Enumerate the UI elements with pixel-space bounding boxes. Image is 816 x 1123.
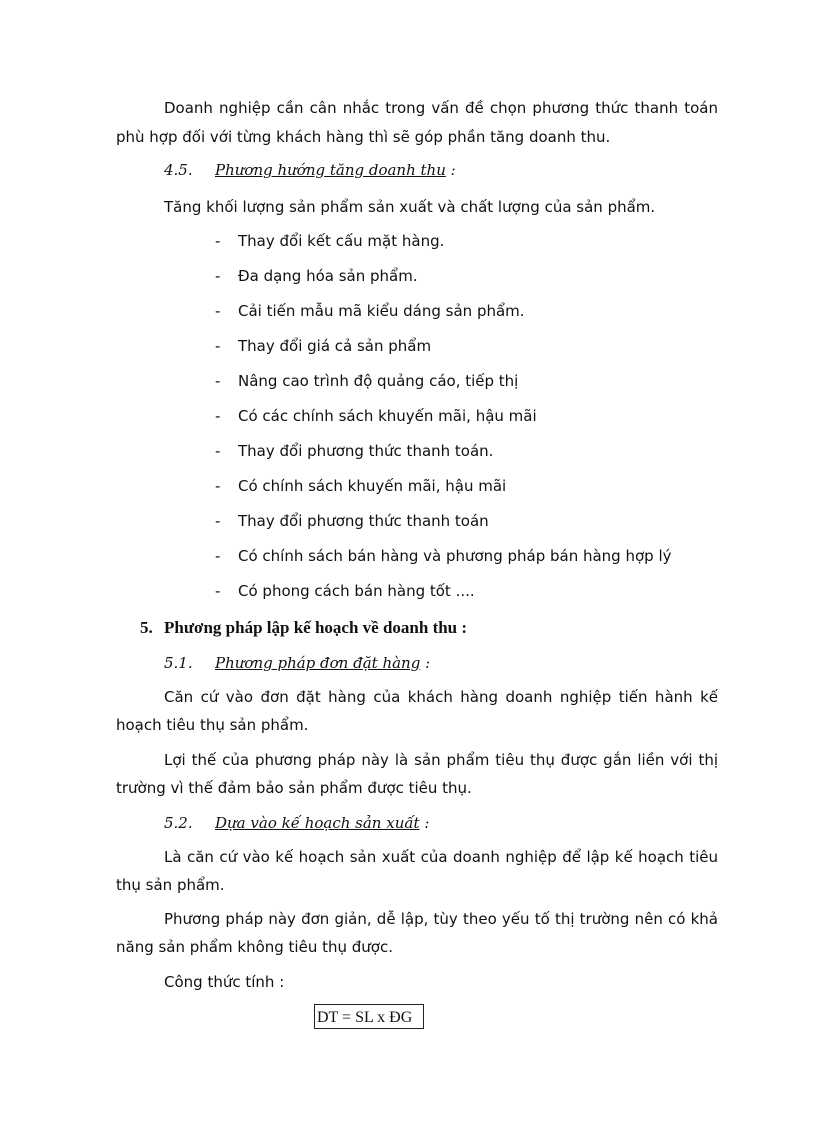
section-title: [215, 160, 456, 180]
paragraph-line: Công thức tính :: [164, 973, 285, 991]
section-title-colon: :: [419, 814, 430, 832]
bullet-dash: -: [215, 267, 221, 285]
bullet-dash: -: [215, 582, 221, 600]
section-title-text: Phương pháp đơn đặt hàng: [215, 654, 421, 672]
list-item: Có chính sách khuyến mãi, hậu mãi: [238, 477, 507, 495]
bullet-dash: -: [215, 232, 221, 250]
section-title-colon: :: [420, 654, 431, 672]
paragraph-line: Lợi thế của phương pháp này là sản phẩm tiêu thụ được gắn liền với thị: [164, 751, 718, 769]
section-number: 4.5.: [164, 161, 193, 179]
paragraph-line: thụ sản phẩm.: [116, 876, 225, 894]
list-item: Thay đổi giá cả sản phẩm: [238, 337, 432, 355]
heading-number: 5.: [140, 618, 153, 637]
paragraph-line: phù hợp đối với từng khách hàng thì sẽ góp phần tăng doanh thu.: [116, 128, 611, 146]
list-item: Thay đổi phương thức thanh toán.: [238, 442, 494, 460]
paragraph-line: Căn cứ vào đơn đặt hàng của khách hàng doanh nghiệp tiến hành kế: [164, 688, 718, 706]
section-title-text: Dựa vào kế hoạch sản xuất: [215, 814, 420, 832]
bullet-dash: -: [215, 442, 221, 460]
bullet-dash: -: [215, 372, 221, 390]
bullet-dash: -: [215, 512, 221, 530]
list-item: Thay đổi kết cấu mặt hàng.: [238, 232, 445, 250]
section-number: 5.1.: [164, 654, 193, 672]
bullet-dash: -: [215, 477, 221, 495]
section-title: [215, 653, 430, 673]
paragraph-line: Tăng khối lượng sản phẩm sản xuất và chất lượng của sản phẩm.: [164, 198, 656, 216]
paragraph-line: Phương pháp này đơn giản, dễ lập, tùy theo yếu tố thị trường nên có khả: [164, 910, 718, 928]
section-title: [215, 813, 429, 833]
bullet-dash: -: [215, 407, 221, 425]
bullet-dash: -: [215, 302, 221, 320]
list-item: Có chính sách bán hàng và phương pháp bán hàng hợp lý: [238, 547, 672, 565]
paragraph-line: Là căn cứ vào kế hoạch sản xuất của doanh nghiệp để lập kế hoạch tiêu: [164, 848, 718, 866]
section-title-text: Phương hướng tăng doanh thu: [215, 161, 446, 179]
list-item: Có các chính sách khuyến mãi, hậu mãi: [238, 407, 537, 425]
list-item: Cải tiến mẫu mã kiểu dáng sản phẩm.: [238, 302, 525, 320]
list-item: Đa dạng hóa sản phẩm.: [238, 267, 418, 285]
paragraph-line: Doanh nghiệp cần cân nhắc trong vấn đề chọn phương thức thanh toán: [164, 99, 718, 117]
formula-box: DT = SL x ĐG: [314, 1004, 424, 1029]
bullet-dash: -: [215, 337, 221, 355]
heading-title: Phương pháp lập kế hoạch về doanh thu :: [164, 618, 468, 637]
paragraph-line: hoạch tiêu thụ sản phẩm.: [116, 716, 309, 734]
paragraph-line: trường vì thế đảm bảo sản phẩm được tiêu thụ.: [116, 779, 472, 797]
section-title-colon: :: [445, 161, 456, 179]
paragraph-line: năng sản phẩm không tiêu thụ được.: [116, 938, 393, 956]
list-item: Có phong cách bán hàng tốt ....: [238, 582, 475, 600]
list-item: Thay đổi phương thức thanh toán: [238, 512, 489, 530]
bullet-dash: -: [215, 547, 221, 565]
section-number: 5.2.: [164, 814, 193, 832]
list-item: Nâng cao trình độ quảng cáo, tiếp thị: [238, 372, 519, 390]
